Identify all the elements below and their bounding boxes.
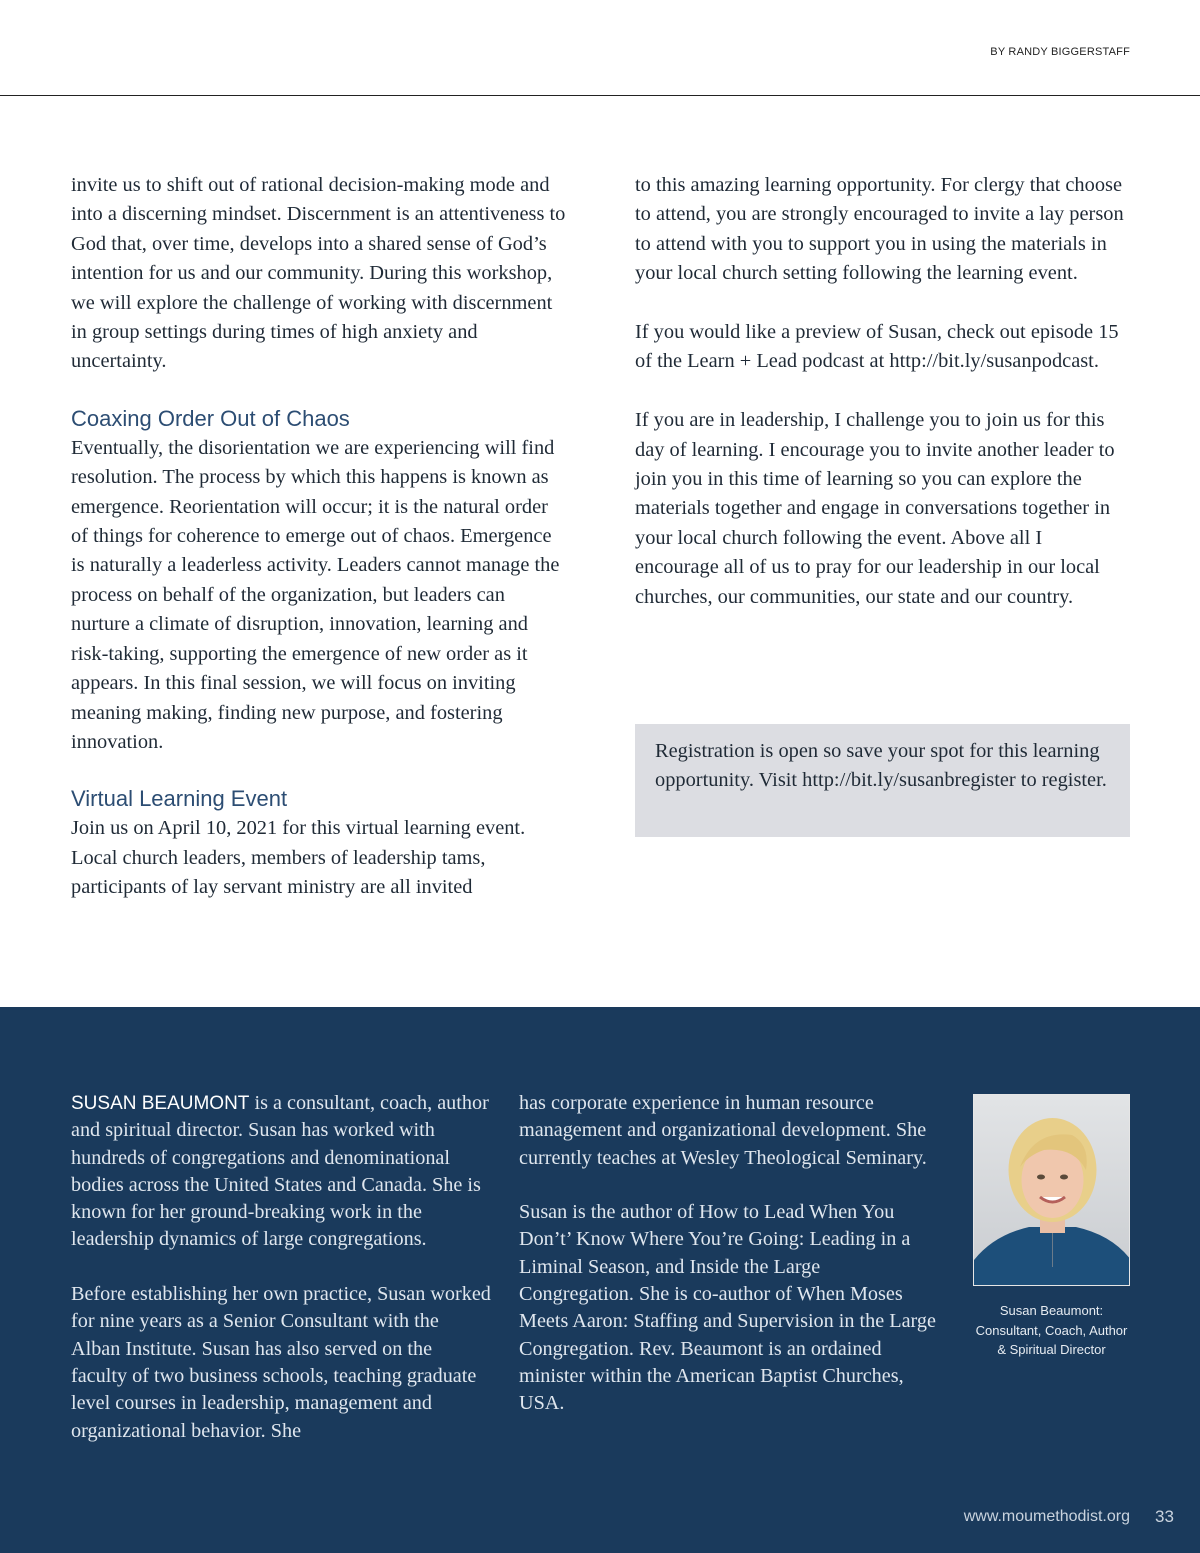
right-paragraph-3: If you are in leadership, I challenge you to join us for this day of learning. I encourage you to invite another leader to join you in this time of learning so you can explore the materials together and engage in conversations together in your local church following the event. Above all I encourage all of us to pray for our leadership in our local churches, our communities, our state and our country. [635,409,1115,608]
article-right-column [635,171,1130,612]
bio-middle-column [519,1090,939,1418]
section-heading-chaos: Coaxing Order Out of Chaos [71,405,350,431]
article-left-column [71,171,566,903]
bio-paragraph-3: has corporate experience in human resource management and organizational development. She currently teaches at Wesley Theological Seminary. [519,1092,927,1169]
section-heading-virtual-event: Virtual Learning Event [71,786,288,812]
bio-name: SUSAN BEAUMONT [71,1093,250,1114]
registration-callout [635,724,1130,837]
page-number: 33 [1155,1507,1174,1526]
right-paragraph-2: If you would like a preview of Susan, check out episode 15 of the Learn + Lead podcast at http://bit.ly/susanpodcast. [635,321,1119,373]
bio-paragraph-2: Before establishing her own practice, Susan worked for nine years as a Senior Consultant with the Alban Institute. Susan has also served on the faculty of two business schools, teaching graduate level courses in leadership, management and organizational behavior. She [71,1283,491,1442]
bio-left-column [71,1090,491,1445]
right-paragraph-1: to this amazing learning opportunity. For clergy that choose to attend, you are strongly encouraged to invite a lay person to attend with you to support you in using the materials in your local church setting following the learning event. [635,174,1124,285]
bio-paragraph-1-text: is a consultant, coach, author and spiritual director. Susan has worked with hundreds of congregations and denominational bodies across the United States and Canada. She is known for her ground-breaking work in the leadership dynamics of large congregations. [71,1092,489,1251]
section-body-chaos: Eventually, the disorientation we are experiencing will find resolution. The process by which this happens is known as emergence. Reorientation will occur; it is the natural order of things for coherence to emerge out of chaos. Emergence is naturally a leaderless activity. Leaders cannot manage the process on behalf of the organization, but leaders can nurture a climate of disruption, innovation, learning and risk-taking, supporting the emergence of new order as it appears. In this final session, we will focus on inviting meaning making, finding new purpose, and fostering innovation. [71,436,560,753]
intro-paragraph: invite us to shift out of rational decision-making mode and into a discerning mindset. Discernment is an attentiveness to God that, over time, develops into a shared sense of God’s intention for us and our community. During this workshop, we will explore the challenge of working with discernment in group settings during times of high anxiety and uncertainty. [71,174,566,373]
section-body-virtual-event: Join us on April 10, 2021 for this virtual learning event. Local church leaders, members of leadership tams, participants of lay servant ministry are all invited [71,817,526,899]
bio-paragraph-1 [71,1090,491,1254]
bio-paragraph-4: Susan is the author of How to Lead When You Don’t’ Know Where You’re Going: Leading in a Liminal Season, and Inside the Large Congregation. She is co-author of When Moses Meets Aaron: Staffing and Supervision in the Large Congregation. Rev. Beaumont is an ordained minister within the American Baptist Churches, USA. [519,1201,936,1415]
byline: BY RANDY BIGGERSTAFF [990,46,1130,58]
photo-caption: Susan Beaumont: Consultant, Coach, Author & Spiritual Director [975,1303,1128,1357]
registration-callout-text: Registration is open so save your spot for this learning opportunity. Visit http://bit.ly/susanbregister to register. [655,740,1107,792]
header-divider [0,95,1200,96]
footer-website-link[interactable]: www.moumethodist.org [963,1508,1130,1525]
author-photo [973,1094,1130,1286]
portrait-photo-icon [974,1095,1130,1286]
